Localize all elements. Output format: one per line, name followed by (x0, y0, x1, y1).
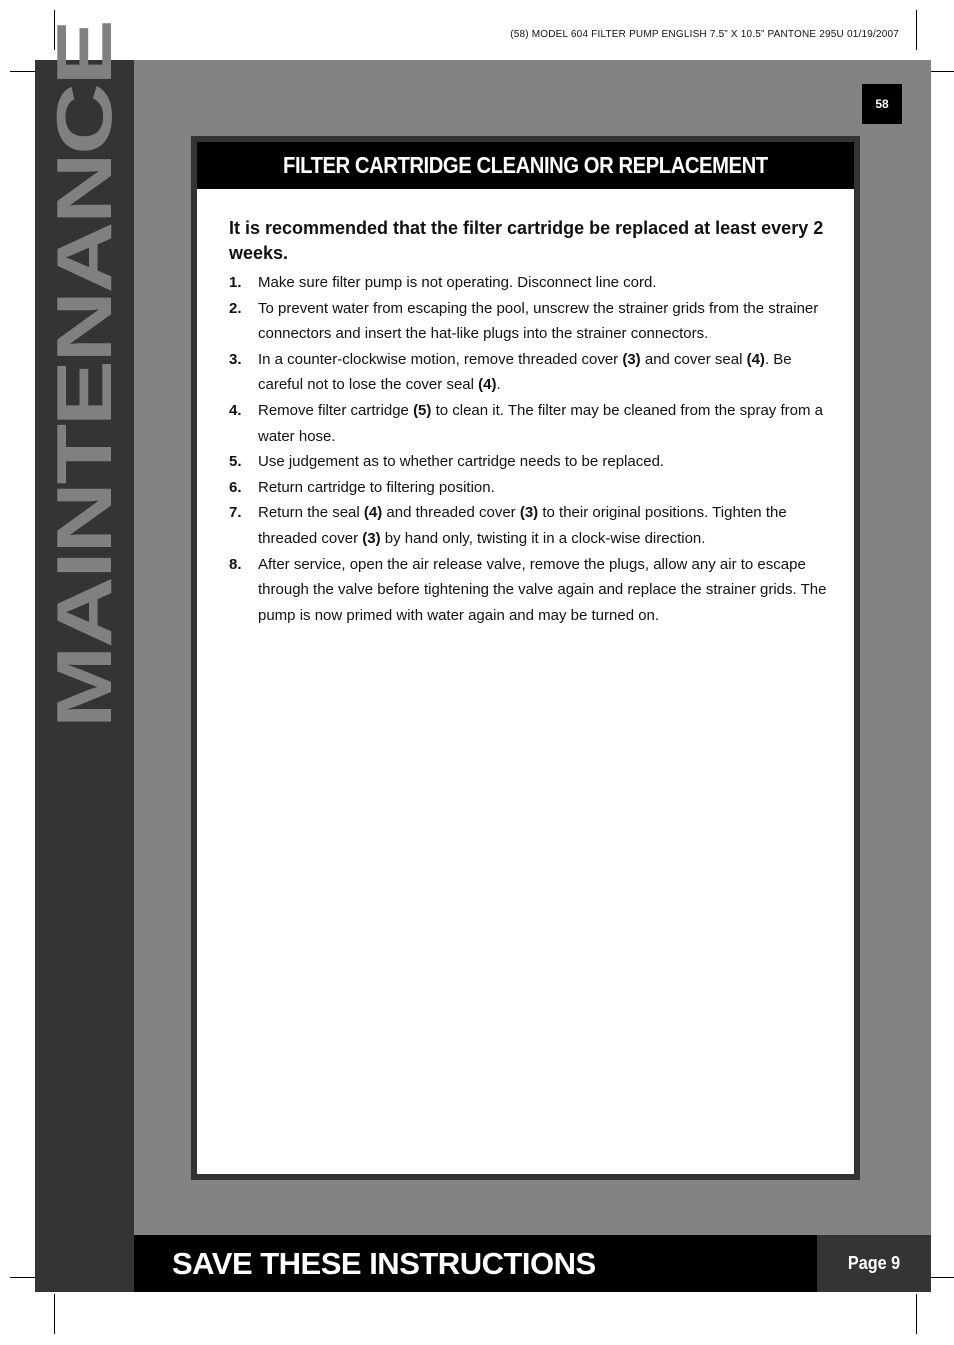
step-text: After service, open the air release valve, remove the plugs, allow any air to escape through the valve before tightening the valve again and replace the strainer grids. The pump is now primed with water again and may be turned on. (258, 555, 827, 624)
footer-page-number: Page 9 (817, 1235, 931, 1292)
step-number: 1. (229, 274, 242, 291)
step-text: Use judgement as to whether cartridge needs to be replaced. (258, 453, 665, 471)
side-section-title: MAINTENANCE (40, 21, 128, 729)
step-item (229, 398, 830, 449)
step-item (229, 347, 830, 398)
section-title: FILTER CARTRIDGE CLEANING OR REPLACEMENT (283, 152, 768, 178)
step-item (229, 449, 830, 475)
step-text: In a counter-clockwise motion, remove threaded cover (3) and cover seal (4). Be careful not to lose the cover seal (4). (258, 350, 792, 394)
step-item (229, 552, 830, 629)
step-number: 4. (229, 401, 242, 419)
step-text: Return cartridge to filtering position. (258, 478, 495, 496)
step-number: 8. (229, 555, 242, 573)
step-text: Remove filter cartridge (5) to clean it. The filter may be cleaned from the spray from a water hose. (258, 401, 823, 445)
step-item (229, 270, 830, 296)
crop-mark (54, 1294, 55, 1334)
crop-mark (916, 1294, 917, 1334)
step-number: 6. (229, 478, 242, 496)
footer-title: SAVE THESE INSTRUCTIONS (172, 1245, 596, 1281)
step-number: 3. (229, 350, 242, 368)
content-box (191, 136, 860, 1180)
step-number: 5. (229, 453, 242, 471)
step-text: To prevent water from escaping the pool, unscrew the strainer grids from the strainer connectors and insert the hat-like plugs into the strainer connectors. (258, 299, 819, 343)
step-item (229, 296, 830, 347)
section-header (197, 142, 854, 189)
step-text: Return the seal (4) and threaded cover (3) to their original positions. Tighten the threaded cover (3) by hand only, twisting it in a clock-wise direction. (258, 504, 787, 547)
step-number: 2. (229, 299, 242, 317)
step-number: 7. (229, 504, 242, 522)
page-number-tab: 58 (862, 84, 902, 124)
step-text: Make sure filter pump is not operating. Disconnect line cord. (258, 274, 657, 291)
content-body (197, 189, 854, 628)
footer-bar (134, 1235, 817, 1292)
step-item (229, 500, 830, 551)
crop-mark (916, 10, 917, 50)
steps-list (229, 270, 830, 628)
intro-text: It is recommended that the filter cartridge be replaced at least every 2 weeks. (229, 218, 824, 263)
print-header: (58) MODEL 604 FILTER PUMP ENGLISH 7.5” X 10.5” PANTONE 295U 01/19/2007 (510, 29, 899, 40)
step-item (229, 475, 830, 501)
